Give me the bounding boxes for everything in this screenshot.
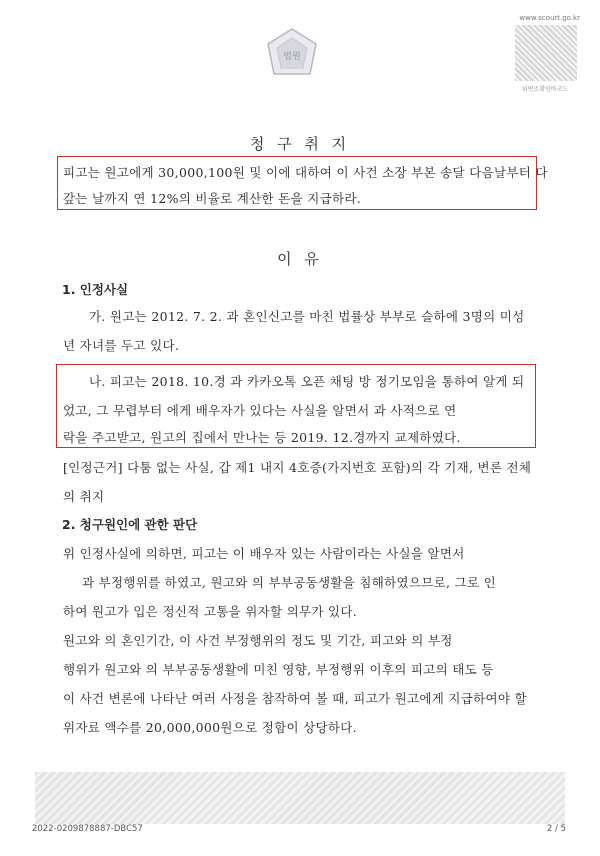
page-number: 2 / 5 bbox=[546, 824, 566, 834]
court-seal-icon bbox=[264, 26, 320, 82]
paragraph-line: 년 자녀를 두고 있다. bbox=[63, 338, 180, 353]
footer-watermark-band bbox=[35, 772, 565, 824]
paragraph-line: 과 부정행위를 하였고, 원고와 의 부부공동생활을 침해하였으므로, 그로 인 bbox=[82, 575, 496, 590]
claim-heading: 청 구 취 지 bbox=[249, 135, 351, 153]
paragraph-line: 행위가 원고와 의 부부공동생활에 미친 영향, 부정행위 이후의 피고의 태도 등 bbox=[63, 662, 494, 677]
paragraph-line: 나. 피고는 2018. 10.경 과 카카오톡 오픈 채팅 방 정기모임을 통하여 알게 되 bbox=[89, 374, 525, 389]
paragraph-line: 이 사건 변론에 나타난 여러 사정을 참작하여 볼 때, 피고가 원고에게 지급하여야 할 bbox=[63, 691, 527, 706]
barcode-label: 위변조확인바코드 bbox=[521, 86, 569, 93]
paragraph-line: 위자료 액수를 20,000,000원으로 정함이 상당하다. bbox=[63, 720, 357, 735]
reasons-heading: 이 유 bbox=[277, 250, 323, 268]
paragraph-line: [인정근거] 다툼 없는 사실, 갑 제1 내지 4호증(가지번호 포함)의 각 기재, 변론 전체 bbox=[63, 460, 532, 475]
verification-barcode bbox=[515, 25, 577, 81]
paragraph-line: 가. 원고는 2012. 7. 2. 과 혼인신고를 마친 법률상 부부로 슬하에 3명의 미성 bbox=[89, 309, 525, 324]
paragraph-line: 었고, 그 무렵부터 에게 배우자가 있다는 사실을 알면서 과 사적으로 연 bbox=[63, 403, 457, 418]
seal-text: 법원 bbox=[283, 52, 301, 62]
paragraph-line: 원고와 의 혼인기간, 이 사건 부정행위의 정도 및 기간, 피고와 의 부정 bbox=[63, 633, 453, 648]
section-title: 1. 인정사실 bbox=[62, 282, 129, 297]
document-id: 2022-0209878887-DBC57 bbox=[32, 824, 143, 834]
paragraph-line: 하여 원고가 입은 정신적 고통을 위자할 의무가 있다. bbox=[63, 604, 358, 619]
paragraph-line: 위 인정사실에 의하면, 피고는 이 배우자 있는 사람이라는 사실을 알면서 bbox=[63, 546, 465, 561]
section-title: 2. 청구원인에 관한 판단 bbox=[62, 517, 198, 532]
site-url: www.scourt.go.kr bbox=[519, 14, 580, 22]
claim-line: 피고는 원고에게 30,000,100원 및 이에 대하여 이 사건 소장 부본 송달 다음날부터 다 bbox=[63, 165, 548, 180]
paragraph-line: 락을 주고받고, 원고의 집에서 만나는 등 2019. 12.경까지 교제하였다. bbox=[63, 430, 461, 445]
claim-line: 갚는 날까지 연 12%의 비율로 계산한 돈을 지급하라. bbox=[63, 191, 361, 206]
paragraph-line: 의 취지 bbox=[63, 489, 105, 504]
